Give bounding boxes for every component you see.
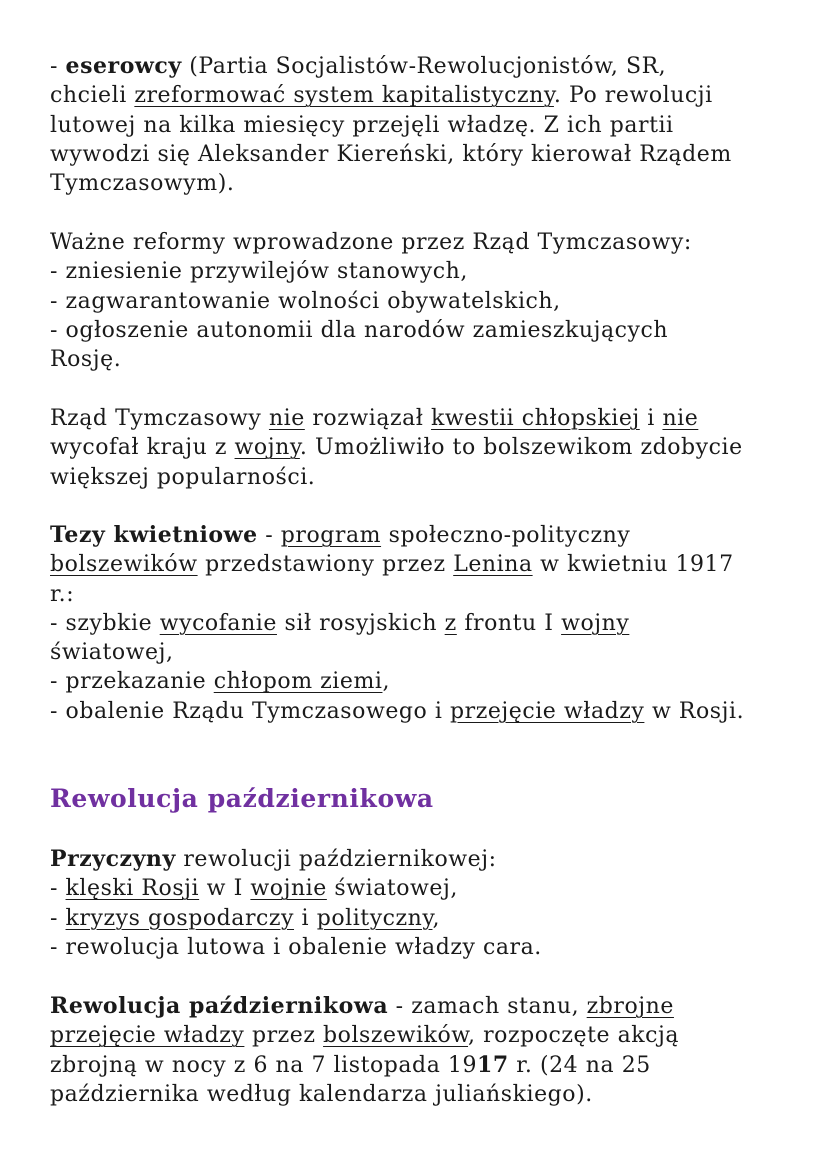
- text: rewolucji październikowej:: [175, 847, 497, 872]
- causes-paragraph: [50, 845, 790, 962]
- government-paragraph: [50, 404, 790, 492]
- text: Rząd Tymczasowy: [50, 406, 269, 431]
- underlined-phrase: zbrojne: [586, 994, 674, 1019]
- text: społeczno-polityczny: [381, 523, 631, 548]
- text-line: r.:: [50, 581, 75, 607]
- underlined-phrase: kryzys gospodarczy: [65, 905, 295, 931]
- list-item: - zagwarantowanie wolności obywatelskich,: [50, 288, 561, 314]
- text-line: Tymczasowym).: [50, 171, 235, 197]
- sr-paragraph: [50, 52, 790, 198]
- term-eserowcy: eserowcy: [65, 53, 182, 79]
- text: - zamach stanu,: [388, 994, 587, 1019]
- text-line: Ważne reformy wprowadzone przez Rząd Tymczasowy:: [50, 230, 692, 255]
- text: sił rosyjskich: [276, 610, 445, 636]
- text: , rozpoczęte akcją: [468, 1023, 680, 1049]
- text: - obalenie Rządu Tymczasowego i: [50, 698, 450, 724]
- list-item: - rewolucja lutowa i obalenie władzy cara.: [50, 934, 542, 960]
- list-item: - ogłoszenie autonomii dla narodów zamieszkujących: [50, 317, 669, 343]
- text: wycofał kraju z: [50, 435, 235, 461]
- text: i: [639, 406, 663, 431]
- text: -: [50, 876, 66, 902]
- underlined-phrase: nie: [268, 406, 305, 431]
- text: r. (24 na 25: [508, 1052, 651, 1078]
- text: ,: [432, 905, 441, 931]
- text: w kwietniu 1917: [532, 552, 734, 578]
- underlined-phrase: klęski Rosji: [65, 876, 200, 902]
- underlined-phrase: przejęcie władzy: [450, 698, 645, 724]
- underlined-phrase: bolszewików: [50, 552, 198, 578]
- underlined-phrase: polityczny: [316, 905, 433, 931]
- text: w Rosji.: [644, 698, 745, 724]
- text: (Partia Socjalistów-Rewolucjonistów, SR,: [181, 54, 667, 79]
- text: - szybkie: [50, 610, 160, 636]
- term-tezy-kwietniowe: Tezy kwietniowe: [50, 522, 258, 548]
- text: rozwiązał: [304, 406, 432, 431]
- text: - przekazanie: [50, 669, 214, 695]
- underlined-phrase: program: [280, 523, 382, 548]
- text: frontu I: [456, 610, 562, 636]
- text: chcieli: [50, 83, 135, 109]
- text: ,: [382, 669, 391, 695]
- underlined-phrase: wojny: [561, 610, 630, 636]
- theses-paragraph: [50, 521, 790, 726]
- text-line: października według kalendarza juliańskiego).: [50, 1081, 593, 1107]
- text-line: wywodzi się Aleksander Kiereński, który kierował Rządem: [50, 141, 732, 167]
- october-paragraph: [50, 992, 790, 1109]
- underlined-phrase: zreformować system kapitalistyczny: [134, 83, 554, 109]
- text: -: [50, 54, 66, 79]
- underlined-phrase: wojnie: [250, 876, 327, 902]
- term-przyczyny: Przyczyny: [50, 846, 176, 872]
- text-line: światowej,: [50, 640, 174, 666]
- text: -: [257, 523, 281, 548]
- text: i: [294, 905, 317, 931]
- term-rewolucja-pazdziernikowa: Rewolucja październikowa: [50, 993, 389, 1019]
- list-item: - zniesienie przywilejów stanowych,: [50, 259, 468, 285]
- bold-year-digits: 17: [477, 1051, 509, 1078]
- text: w I: [199, 876, 251, 902]
- text: światowej,: [326, 876, 458, 902]
- text: zbrojną w nocy z 6 na 7 listopada 19: [50, 1052, 477, 1078]
- text: -: [50, 905, 66, 931]
- underlined-phrase: wycofanie: [159, 610, 277, 636]
- underlined-phrase: przejęcie władzy: [50, 1023, 245, 1049]
- text-line: większej popularności.: [50, 464, 316, 490]
- text-line: lutowej na kilka miesięcy przejęli władzę. Z ich partii: [50, 112, 674, 138]
- underlined-phrase: kwestii chłopskiej: [431, 406, 640, 431]
- section-heading: Rewolucja październikowa: [50, 784, 434, 813]
- underlined-phrase: Lenina: [453, 552, 533, 578]
- underlined-phrase: wojny: [234, 435, 300, 461]
- underlined-phrase: chłopom ziemi: [213, 669, 383, 695]
- underlined-phrase: z: [444, 610, 457, 636]
- text-line: Rosję.: [50, 347, 122, 373]
- text: . Po rewolucji: [553, 83, 713, 109]
- underlined-phrase: bolszewików: [323, 1023, 469, 1049]
- reforms-paragraph: [50, 228, 790, 374]
- underlined-phrase: nie: [662, 406, 699, 431]
- text: . Umożliwiło to bolszewikom zdobycie: [299, 435, 743, 461]
- text: przedstawiony przez: [197, 552, 454, 578]
- text: przez: [244, 1023, 324, 1049]
